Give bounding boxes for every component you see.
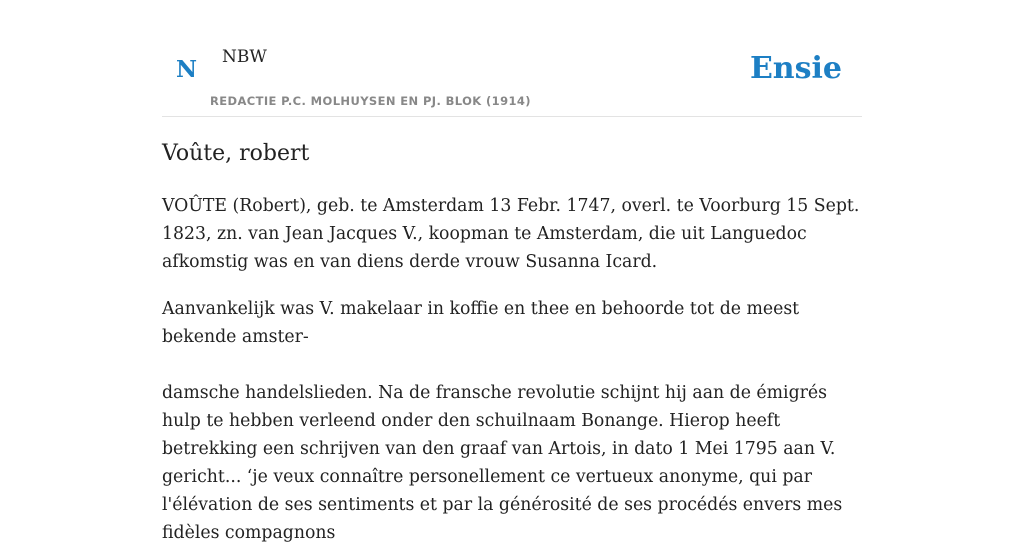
- article-paragraph: Aanvankelijk was V. makelaar in koffie en thee en behoorde tot de meest bekende amster-: [162, 299, 800, 347]
- article: [162, 138, 862, 547]
- brand-logo-link[interactable]: Ensie: [749, 51, 842, 86]
- article-paragraph: VOÛTE (Robert), geb. te Amsterdam 13 Febr. 1747, overl. te Voorburg 15 Sept. 1823, zn. van Jean Jacques V., koopman te Amsterdam, die uit Languedoc afkomstig was en van diens derde vrouw Susanna Icard.: [162, 196, 860, 272]
- book-logo-link[interactable]: N: [176, 56, 198, 83]
- article-title: Voûte, robert: [162, 141, 310, 166]
- book-title-link[interactable]: NBW: [222, 47, 267, 67]
- header: [162, 0, 862, 117]
- book-subtitle: REDACTIE P.C. MOLHUYSEN EN PJ. BLOK (1914): [210, 94, 531, 108]
- article-paragraph: damsche handelslieden. Na de fransche revolutie schijnt hij aan de émigrés hulp te hebben verleend onder den schuilnaam Bonange. Hierop heeft betrekking een schrijven van den graaf van Artois, in dato 1 Mei 1795 aan V. gericht... ‘je veux connaître personellement ce vertueux anonyme, qui par l'élévation de ses sentiments et par la générosité de ses procédés envers mes fidèles compagnons: [162, 383, 843, 543]
